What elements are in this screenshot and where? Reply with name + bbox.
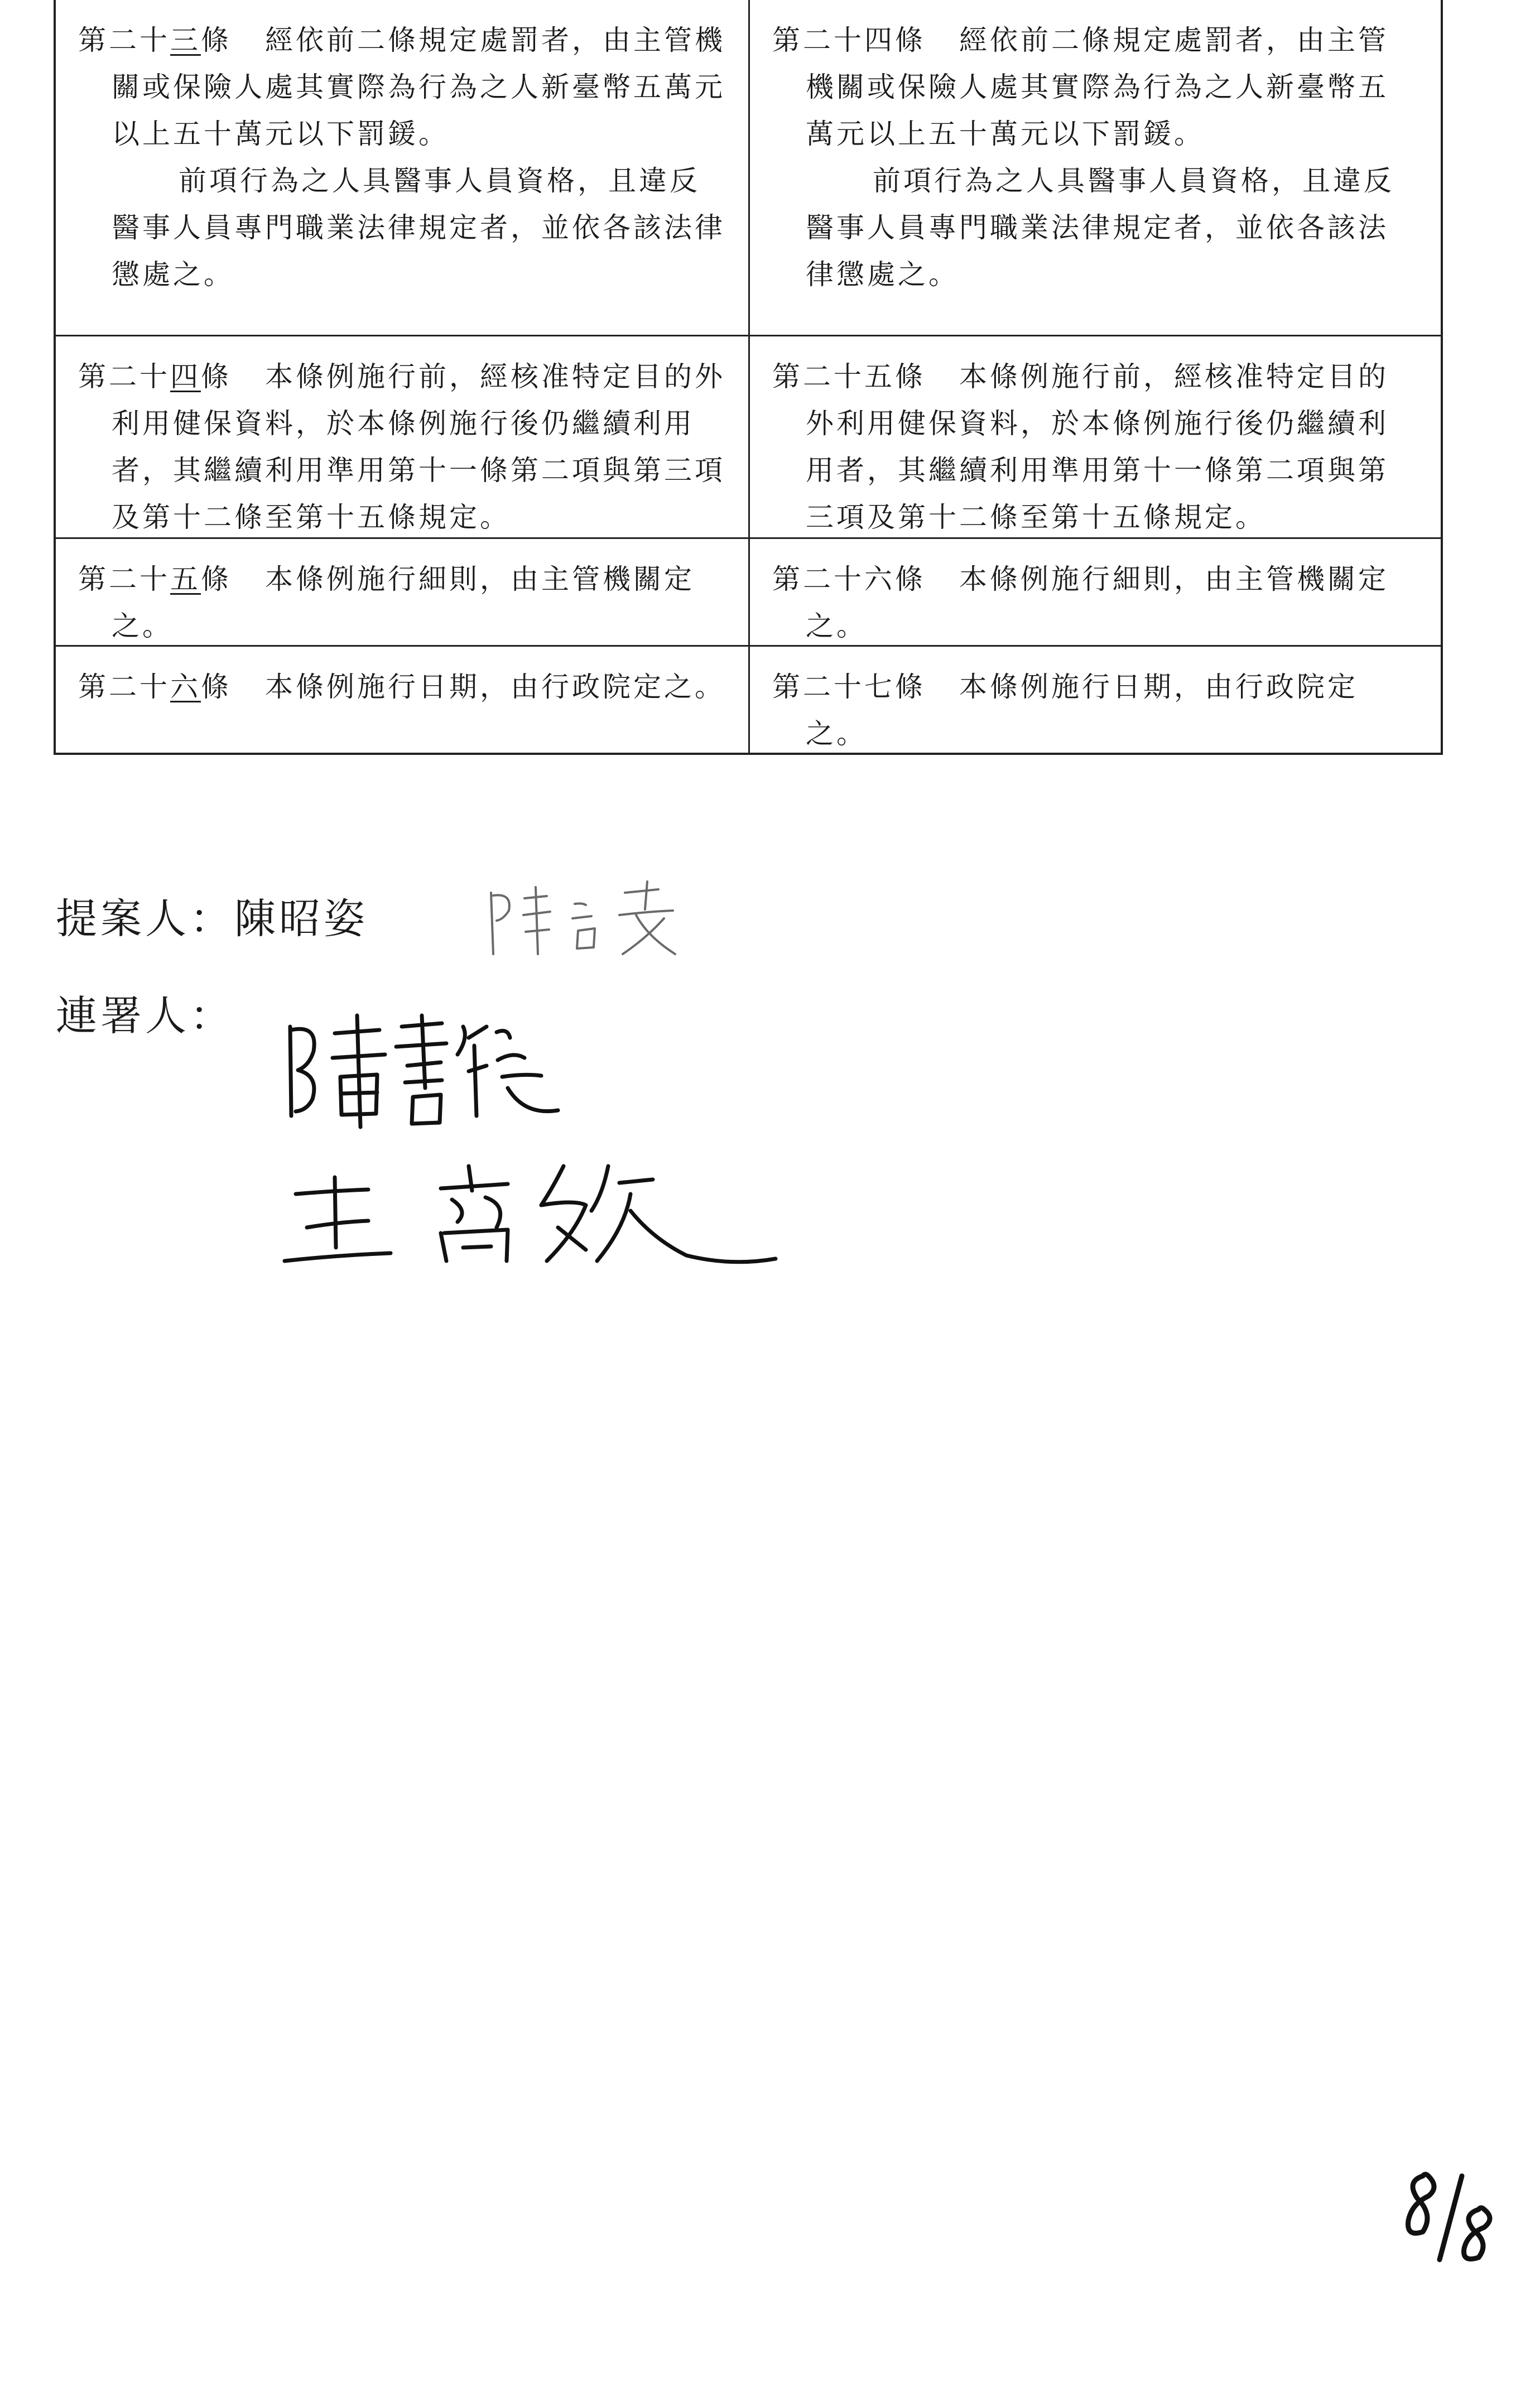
article-number: 第二十四條	[772, 24, 926, 56]
article-paragraph	[78, 663, 726, 710]
amended-article-cell	[56, 539, 748, 645]
cosigner-signature-1	[279, 1004, 569, 1133]
article-comparison-table	[54, 0, 1443, 755]
article-number: 第二十三條	[78, 24, 232, 56]
article-paragraph	[772, 556, 1418, 649]
article-text: 本條例施行日期，由行政院定之。	[265, 671, 725, 703]
article-number: 第二十六條	[772, 563, 926, 595]
article-text: 本條例施行前，經核准特定目的外利用健保資料，於本條例施行後仍繼續利用者，其繼續利用準用第十一條第二項與第三項及第十二條至第十五條規定。	[806, 360, 1389, 533]
article-paragraph	[78, 17, 726, 157]
article-text: 本條例施行日期，由行政院定之。	[806, 671, 1358, 750]
table-row	[56, 0, 1441, 335]
article-text: 本條例施行細則，由主管機關定之。	[806, 563, 1389, 642]
amended-article-cell	[56, 647, 748, 753]
article-text: 經依前二條規定處罰者，由主管機關或保險人處其實際為行為之人新臺幣五萬元以上五十萬元以下罰鍰。	[806, 24, 1389, 150]
page-number-mark	[1395, 2165, 1507, 2265]
article-paragraph	[772, 663, 1418, 757]
proposer-signature	[480, 870, 703, 965]
article-number: 第二十六條	[78, 671, 232, 703]
article-number: 第二十五條	[78, 563, 232, 595]
article-paragraph	[772, 17, 1418, 157]
amended-article-cell	[56, 336, 748, 537]
article-paragraph-2: 前項行為之人具醫事人員資格，且違反醫事人員專門職業法律規定者，並依各該法律懲處之。	[806, 165, 1394, 291]
proposer-label: 提案人：	[56, 895, 234, 943]
current-article-cell	[748, 336, 1441, 537]
cosigner-label: 連署人：	[56, 992, 234, 1040]
article-text: 本條例施行前，經核准特定目的外利用健保資料，於本條例施行後仍繼續利用者，其繼續利用準用第十一條第二項與第三項及第十二條至第十五條規定。	[112, 360, 725, 533]
table-row	[56, 537, 1441, 645]
article-paragraph	[78, 556, 726, 649]
article-text: 本條例施行細則，由主管機關定之。	[112, 563, 695, 642]
article-number: 第二十七條	[772, 671, 926, 703]
proposer-line	[56, 886, 368, 945]
table-row	[56, 645, 1441, 753]
cosigner-signature-2	[273, 1144, 803, 1272]
amended-article-cell	[56, 0, 748, 335]
proposer-name: 陳昭姿	[234, 895, 368, 943]
article-paragraph	[772, 353, 1418, 541]
article-paragraph-2: 前項行為之人具醫事人員資格，且違反醫事人員專門職業法律規定者，並依各該法律懲處之。	[112, 165, 725, 291]
article-number: 第二十五條	[772, 360, 926, 393]
article-number: 第二十四條	[78, 360, 232, 393]
article-paragraph	[78, 353, 726, 541]
current-article-cell	[748, 539, 1441, 645]
cosigner-line	[56, 983, 234, 1042]
table-row	[56, 335, 1441, 537]
article-text: 經依前二條規定處罰者，由主管機關或保險人處其實際為行為之人新臺幣五萬元以上五十萬元以下罰鍰。	[112, 24, 725, 150]
current-article-cell	[748, 0, 1441, 335]
current-article-cell	[748, 647, 1441, 753]
